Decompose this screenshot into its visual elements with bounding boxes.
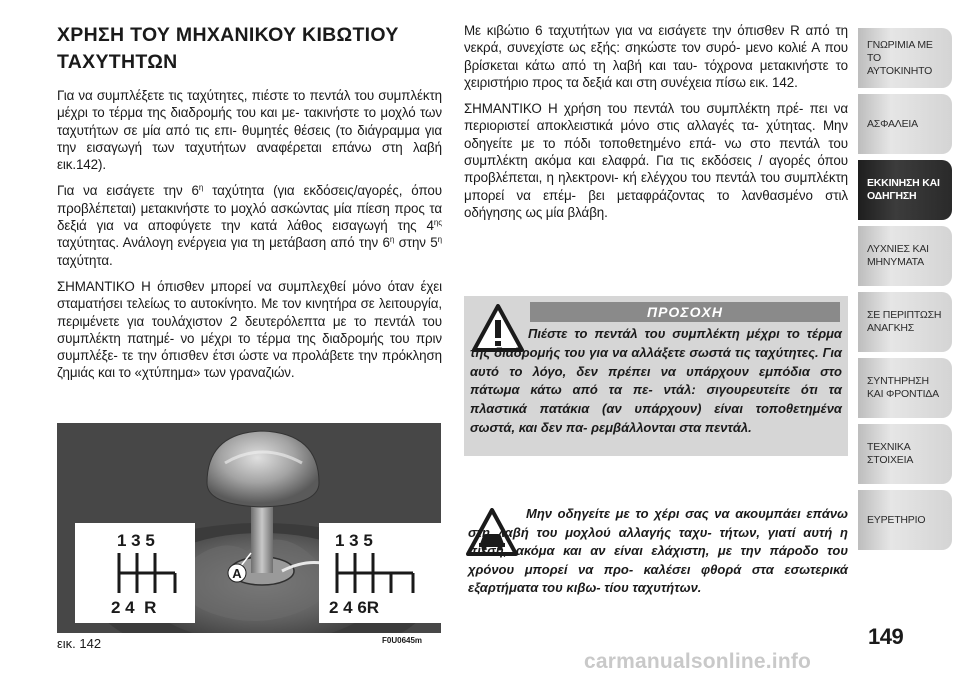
left-pattern-bottom-label: 2 4 R — [111, 598, 157, 617]
gear-knob — [207, 431, 319, 507]
superscript: η — [389, 235, 395, 245]
page-number: 149 — [868, 624, 904, 649]
gear-lever-illustration — [57, 423, 441, 633]
tab-label: ΣΥΝΤΗΡΗΣΗ ΚΑΙ ΦΡΟΝΤΙΔΑ — [867, 375, 939, 400]
gear-lever-figure — [57, 423, 441, 633]
superscript: η — [198, 183, 204, 193]
paragraph-six-speed-reverse: Με κιβώτιο 6 ταχυτήτων για να εισάγετε την όπισθεν R από τη νεκρά, συνεχίστε ως εξής: σηκώστε τον συρό- μενο κολιέ Α που βρίσκεται κάτω από τη λαβή και ταυ- τόχρονα μετακινήστε το χειριστήριο προς τα δεξιά και στη συνέχεια πίσω εικ. 142. — [464, 23, 848, 90]
section-title — [57, 22, 442, 76]
warning-text: Πιέστε το πεντάλ του συμπλέκτη μέχρι το τέρμα της διαδρομής του για να αλλάξετε σωστά τις ταχύτητες. Για αυτό το λόγο, δεν πρέπει να υπάρχουν εμπόδια στο πάτωμα κάτω από τα πε- ντάλ: σιγουρευτείτε ότι τα πλαστικά πατάκια (αν υπάρχουν) είναι τοποθετημένα σωστά, και δεν πα- ρεμβάλλονται στα πεντάλ. — [470, 326, 842, 435]
superscript: η — [437, 235, 442, 245]
section-title-line-2: ΤΑΧΥΤΗΤΩΝ — [57, 51, 178, 73]
paragraph-reverse-important: ΣΗΜΑΝΤΙΚΟ Η όπισθεν μπορεί να συμπλεχθεί μόνο όταν έχει σταματήσει τελείως το αυτοκίνητο. Με τον κινητήρα σε λειτουργία, περιμένετε για τουλάχιστον 2 δευτερόλεπτα με το πεντάλ του συμπλέκτη πατημέ- νο μέχρι το τέρμα της διαδρομής του πριν συμπλέξε- τε την όπισθεν έτσι ώστε να προλάβετε την πρόκληση ζημιάς και το «χτύπημα» των γραναζιών. — [57, 278, 442, 381]
paragraph-clutch-important: ΣΗΜΑΝΤΙΚΟ Η χρήση του πεντάλ του συμπλέκτη πρέ- πει να περιοριστεί αποκλειστικά μόνο στις αλλαγές τα- χύτητας. Μην οδηγείτε με το πόδι τοποθετημένο επά- νω στο πεντάλ του συμπλέκτη ακόμα και ελαφρά. Για τις εκδόσεις / αγορές όπου προβλέπεται, η ηλεκτρονι- κή ελέγχου του πεντάλ του συμπλέκτη μπορεί να επέμ- βει μεταφράζοντας το λανθασμένο στιλ οδήγησης ως μία βλάβη. — [464, 101, 848, 220]
left-column — [57, 22, 442, 391]
text-span: ταχύτητα (για εκδόσεις/αγορές, όπου προβλέπεται) μετακινήστε το μοχλό ασκώντας μία πίεση προς τα δεξιά για να αποφύγετε την κατά λάθος εισαγωγή της 4 — [57, 183, 442, 234]
right-pattern-top-label: 1 3 5 — [335, 531, 373, 550]
tab-label: ΑΣΦΑΛΕΙΑ — [867, 117, 918, 130]
tab-label: ΣΕ ΠΕΡΙΠΤΩΣΗ ΑΝΑΓΚΗΣ — [867, 309, 942, 334]
paragraph-gear-shift: Για να συμπλέξετε τις ταχύτητες, πιέστε το πεντάλ του συμπλέκτη μέχρι το τέρμα της διαδρομής του και με- τακινήστε το μοχλό των ταχυτήτων σε μία από τις επι- θυμητές θέσεις (το διάγραμμα για την εισαγωγή των ταχυτήτων αναφέρεται επάνω στη λαβή εικ.142). — [57, 88, 442, 173]
tab-label: ΕΚΚΙΝΗΣΗ ΚΑΙ ΟΔΗΓΗΣΗ — [867, 177, 940, 202]
figure-code: F0U0645m — [382, 636, 423, 645]
tab-getting-to-know[interactable] — [858, 28, 952, 88]
watermark: carmanualsonline.info — [584, 650, 812, 673]
text-span: ταχύτητα. — [57, 252, 113, 268]
superscript: ης — [433, 218, 442, 228]
tab-label: ΕΥΡΕΤΗΡΙΟ — [867, 513, 926, 526]
note-text: Μην οδηγείτε με το χέρι σας να ακουμπάει επάνω στη λαβή του μοχλού αλλαγής ταχυ- τήτων, γιατί αυτή η πίεση, ακόμα και αν είναι ελάχιστη, με την πάροδο του χρόνου μπορεί να προ- καλέσει φθορά στα εσωτερικά εξαρτήματα του κιβω- τίου ταχυτήτων. — [468, 506, 848, 595]
warning-box — [464, 296, 848, 456]
left-pattern-top-label: 1 3 5 — [117, 531, 155, 550]
tab-starting-driving[interactable] — [858, 160, 952, 220]
tab-maintenance[interactable] — [858, 358, 952, 418]
tab-label: ΓΝΩΡΙΜΙΑ ΜΕ ΤΟ ΑΥΤΟΚΙΝΗΤΟ — [867, 38, 933, 77]
marker-a-label: A — [232, 566, 242, 581]
tab-warning-lights[interactable] — [858, 226, 952, 286]
tab-label: ΤΕΧΝΙΚΑ ΣΤΟΙΧΕΙΑ — [867, 441, 914, 466]
section-title-line-1: ΧΡΗΣΗ ΤΟΥ ΜΗΧΑΝΙΚΟΥ ΚΙΒΩΤΙΟΥ — [57, 24, 399, 46]
tab-emergency[interactable] — [858, 292, 952, 352]
paragraph-sixth-gear — [57, 182, 442, 268]
note-box — [464, 505, 848, 620]
tab-index[interactable] — [858, 490, 952, 550]
warning-title: ΠΡΟΣΟΧΗ — [530, 302, 840, 322]
text-span: ταχύτητας. Ανάλογη ενέργεια για τη μετάβαση από την 6 — [57, 235, 390, 251]
tab-safety[interactable] — [858, 94, 952, 154]
text-span: στην 5 — [394, 235, 438, 251]
right-column — [464, 22, 848, 230]
chapter-tabs — [858, 28, 952, 556]
tab-label: ΛΥΧΝΙΕΣ ΚΑΙ ΜΗΝΥΜΑΤΑ — [867, 243, 929, 268]
text-span: Για να εισάγετε την 6 — [57, 183, 199, 199]
right-pattern-bottom-label: 2 4 6R — [329, 598, 380, 617]
figure-caption: εικ. 142 — [57, 636, 102, 651]
tab-technical-data[interactable] — [858, 424, 952, 484]
